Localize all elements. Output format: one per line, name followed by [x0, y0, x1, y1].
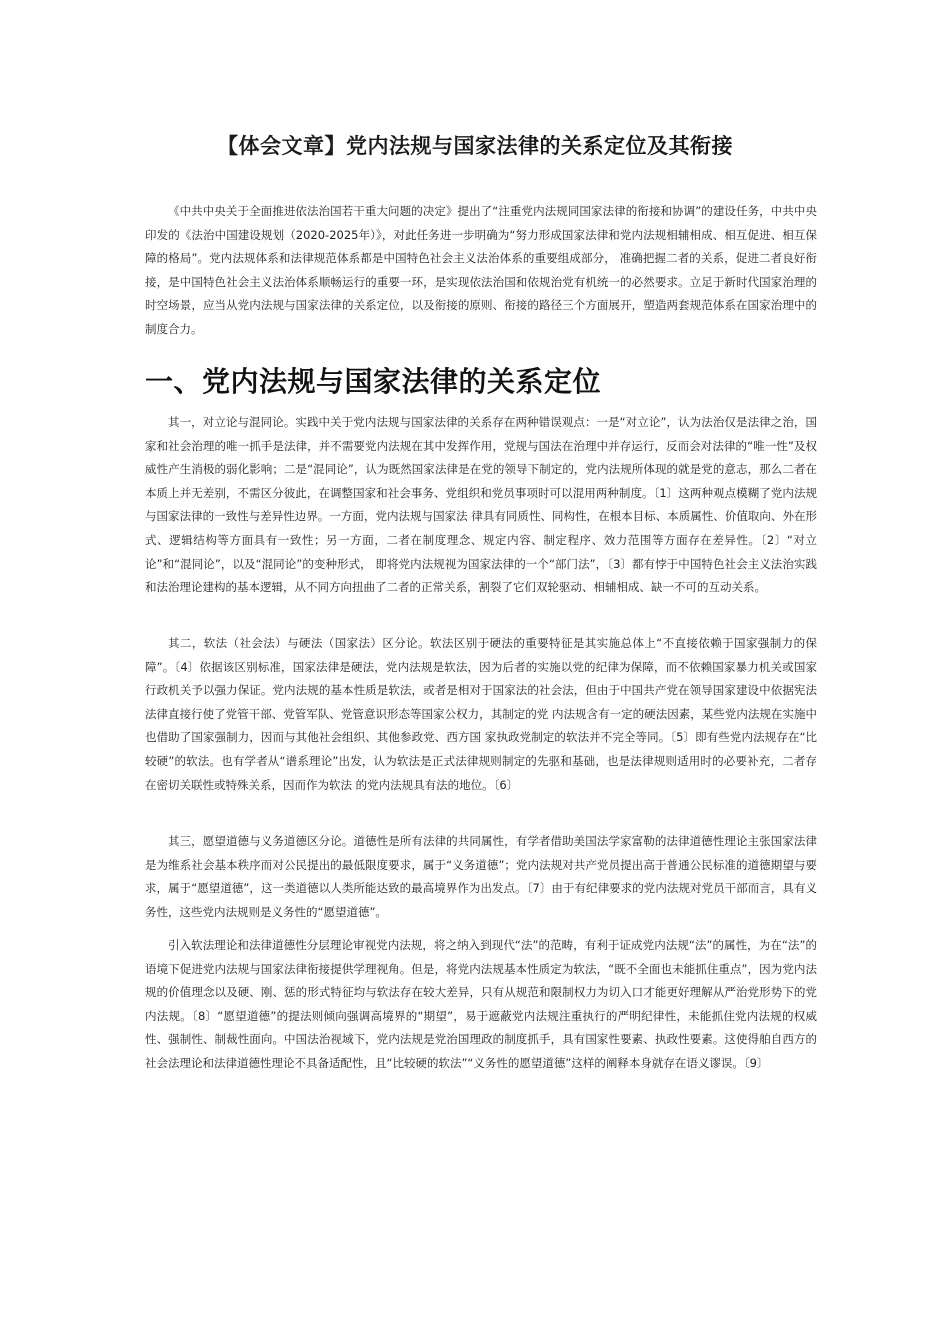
document-title: 【体会文章】党内法规与国家法律的关系定位及其衔接 [217, 134, 733, 158]
intro-paragraph: 《中共中央关于全面推进依法治国若干重大问题的决定》提出了“注重党内法规同国家法律的衔接和协调”的建设任务，中共中央印发的《法治中国建设规划（2020-2025年）》，对此任务进一步明确为“努力形成国家法律和党内法规相辅相成、相互促进、相互保障的格局”。党内法规体系和法律规范体系都是中国特色社会主义法治体系的重要组成部分， 准确把握二者的关系，促进二者良好衔接，是中国特色社会主义法治体系顺畅运行的重要一环，是实现依法治国和依规治党有机统一的必然要求。立足于新时代国家治理的时空场景，应当从党内法规与国家法律的关系定位，以及衔接的原则、衔接的路径三个方面展开，塑造两套规范体系在国家治理中的制度合力。 [145, 204, 817, 336]
body-paragraph: 其一，对立论与混同论。实践中关于党内法规与国家法律的关系存在两种错误观点：一是“对立论”，认为法治仅是法律之治，国家和社会治理的唯一抓手是法律，并不需要党内法规在其中发挥作用，党规与国法在治理中并存运行，反而会对法律的“唯一性”及权威性产生消极的弱化影响；二是“混同论”，认为既然国家法律是在党的领导下制定的，党内法规所体现的就是党的意志，那么二者在本质上并无差别，不需区分彼此，在调整国家和社会事务、党组织和党员事项时可以混用两种制度。〔1〕这两种观点模糊了党内法规与国家法律的一致性与差异性边界。一方面，党内法规与国家法 律具有同质性、同构性，在根本目标、本质属性、价值取向、外在形式、逻辑结构等方面具有一致性；另一方面，二者在制度理念、规定内容、制定程序、效力范围等方面存在差异性。〔2〕“对立论”和“混同论”，以及“混同论”的变种形式， 即将党内法规视为国家法律的一个“部门法”，〔3〕都有悖于中国特色社会主义法治实践和法治理论建构的基本逻辑，从不同方向扭曲了二者的正常关系，割裂了它们双轮驱动、相辅相成、缺一不可的互动关系。 [145, 415, 817, 595]
body-paragraph: 其二，软法（社会法）与硬法（国家法）区分论。软法区别于硬法的重要特征是其实施总体上“不直接依赖于国家强制力的保障”。〔4〕依据该区别标准，国家法律是硬法，党内法规是软法，因为后者的实施以党的纪律为保障，而不依赖国家暴力机关或国家行政机关予以强力保证。党内法规的基本性质是软法，或者是相对于国家法的社会法，但由于中国共产党在领导国家建设中依据宪法法律直接行使了党管干部、党管军队、党管意识形态等国家公权力，其制定的党 内法规含有一定的硬法因素，某些党内法规在实施中也借助了国家强制力，因而与其他社会组织、其他参政党、西方国 家执政党制定的软法并不完全等同。〔5〕即有些党内法规存在“比较硬”的软法。也有学者从“谱系理论”出发，认为软法是正式法律规则制定的先驱和基础，也是法律规则适用时的必要补充，二者存在密切关联性或特殊关系，因而作为软法 的党内法规具有法的地位。〔6〕 [145, 636, 817, 792]
body-paragraph: 其三，愿望道德与义务道德区分论。道德性是所有法律的共同属性，有学者借助美国法学家富勒的法律道德性理论主张国家法律是为维系社会基本秩序而对公民提出的最低限度要求，属于“义务道德”；党内法规对共产党员提出高于普通公民标准的道德期望与要求，属于“愿望道德”，这一类道德以人类所能达致的最高境界作为出发点。〔7〕由于有纪律要求的党内法规对党员干部而言，具有义务性，这些党内法规则是义务性的“愿望道德”。 [145, 834, 817, 919]
section-heading: 一、党内法规与国家法律的关系定位 [145, 365, 602, 398]
body-paragraph: 引入软法理论和法律道德性分层理论审视党内法规，将之纳入到现代“法”的范畴，有利于证成党内法规“法”的属性，为在“法”的语境下促进党内法规与国家法律衔接提供学理视角。但是，将党内法规基本性质定为软法，“既不全面也未能抓住重点”，因为党内法规的价值理念以及硬、刚、惩的形式特征均与软法存在较大差异，只有从规范和限制权力为切入口才能更好理解从严治党形势下的党内法规。〔8〕“愿望道德”的提法则倾向强调高境界的“期望”，易于遮蔽党内法规注重执行的严明纪律性，未能抓住党内法规的权威性、强制性、制裁性面向。中国法治视域下，党内法规是党治国理政的制度抓手，具有国家性要素、执政性要素。这使得舶自西方的社会法理论和法律道德性理论不具备适配性，且“比较硬的软法”“义务性的愿望道德”这样的阐释本身就存在语义谬误。〔9〕 [145, 938, 817, 1070]
